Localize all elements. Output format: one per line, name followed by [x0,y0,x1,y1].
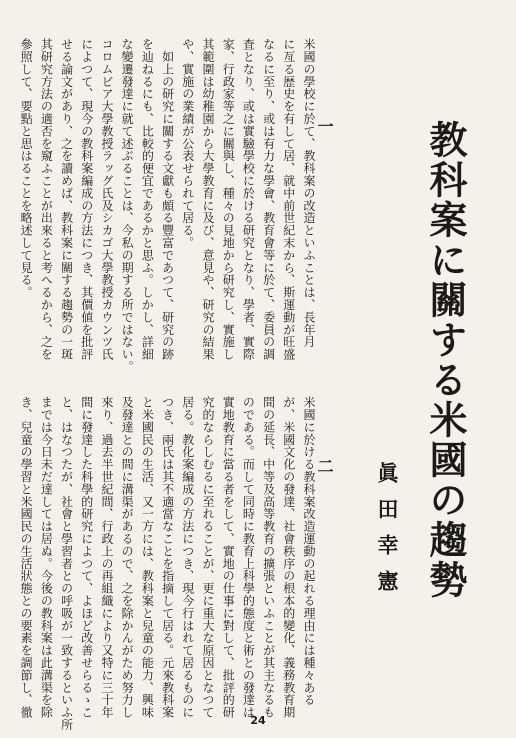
section-number-one: 一 [315,118,334,134]
author-name: 眞田幸憲 [375,462,400,606]
section-number-two: 二 [315,458,334,474]
page-number: 24 [250,714,266,727]
body-text-lower: 米國に於ける教科案改造運動の起れる理由には種々ある が、米國文化の發達、社會秩序の根本的變化、義務教育期 間の延長、中等及高等教育の擴張といふことが其主なるも のである。而して同時に教育上科學的態度と術との發達は 實地教育に當る者をして、實地の仕事に對して、批評的研 究的ならしむるに至れることが、更に重大な原因となつて 居る。教化案編成の方法につき、現今行はれて居るものに つき、兩氏は其不適當なことを指摘して居る。元來教科案 と米國民の生活、又一方には、教科案と兒童の能力、興味 及發達との間に溝渠があるので、之を除かんがため努力し 來り、過去半世紀間、行政上の再組織により又特に三十年 間に發達した科學的研究によつて、よほど改善せらるゝこ と、はなつたが、社會と學習者との呼吸が一致するといふ所 までは今日未だ達しては居ぬ。今後の教科案は此溝渠を除 き、兒童の學習と米國民の生活狀態との要素を調節し、徹 [19,396,316,731]
article-title: 教科案に關する米國の趨勢 [423,120,468,600]
body-text-upper: 米國の學校に於て、教科案の改造といふことは、長年月 に亙る歴史を有して居、就中前世紀末から、斯運動が旺盛 なるに至り、或は有力な學會、教育會等に於て、委員の調 査となり、或は實驗學校に於ける研究となり、學者、實際 家、行政家等之に關與し、種々の見地から研究し、實施し 其範圍は幼稚園から大學教育に及び、意見や、研究の結果 や、實施の業績が公表せられて居る。 如上の研究に關する文獻も頗る豐富であつて、研究の跡 を辿ねるにも、比較的便宜であるかと思ふ。しかし、詳細 な變遷發達に就て述ぶることは、今私の期する所ではない。 コロムビア大學教授ラッグ氏及シカゴ大學教授カウンツ氏 によつて、現今の教科案編成の方法につき、其價値を批評 せる論文があり、之を讀めば、教科案に關する趨勢の一斑 其研究方法の適否を窺ふことが出來ると考へるから、之を 參照して、要點と思はることを略述して見る。 [19,38,316,373]
